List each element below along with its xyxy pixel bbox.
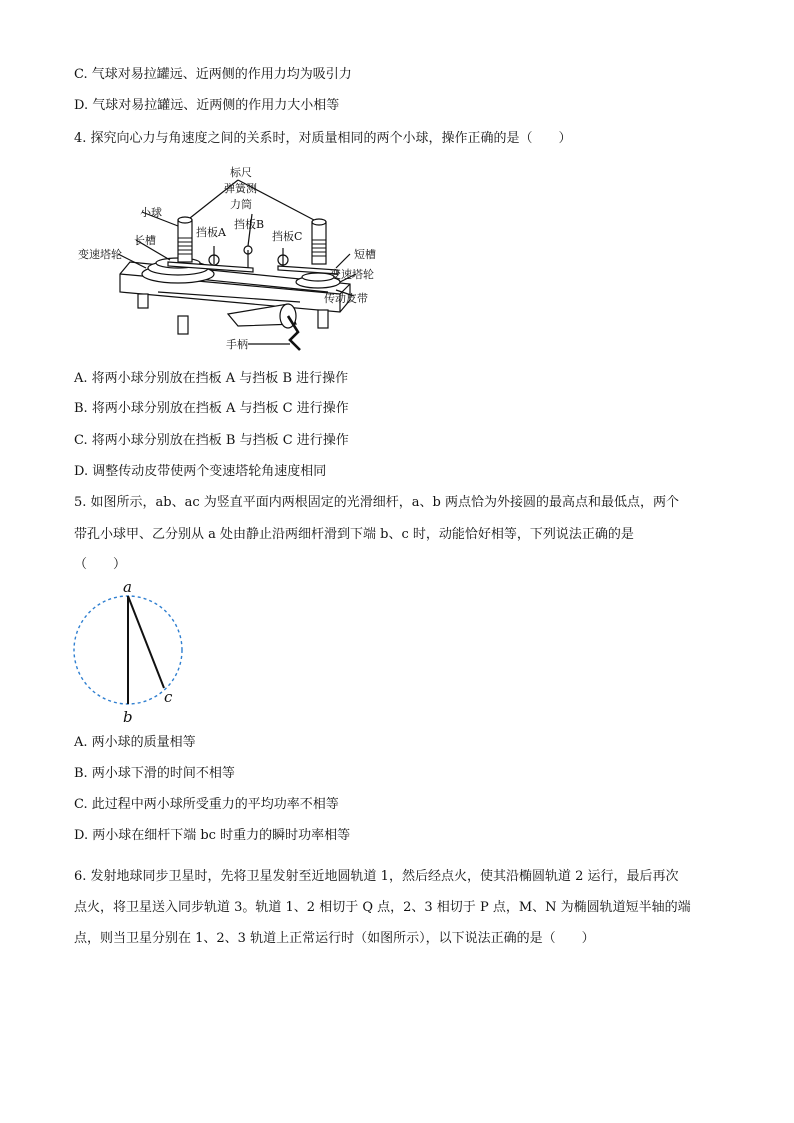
q3-option-d: D. 气球对易拉罐远、近两侧的作用力大小相等	[74, 98, 340, 113]
label-point-c: c	[164, 688, 173, 706]
label-handle: 手柄	[226, 338, 248, 351]
label-baffle-c: 挡板C	[272, 230, 303, 243]
circle-rods-diagram	[68, 576, 192, 726]
q5-stem-line-3: （ ）	[74, 557, 127, 572]
q3-option-c: C. 气球对易拉罐远、近两侧的作用力均为吸引力	[74, 67, 352, 82]
label-spring-1: 弹簧测	[224, 182, 257, 195]
centripetal-apparatus-figure	[78, 164, 378, 356]
label-ball: 小球	[140, 206, 162, 219]
label-pulley-right: 变速塔轮	[330, 268, 374, 281]
circle-rods-figure	[68, 576, 192, 726]
q4-option-a: A. 将两小球分别放在挡板 A 与挡板 B 进行操作	[74, 371, 349, 386]
label-point-b: b	[123, 708, 133, 726]
label-belt: 传动皮带	[324, 292, 368, 305]
q4-stem: 4. 探究向心力与角速度之间的关系时，对质量相同的两个小球，操作正确的是（ ）	[74, 131, 572, 146]
q5-option-a: A. 两小球的质量相等	[74, 735, 196, 750]
label-pulley-left: 变速塔轮	[78, 248, 122, 261]
q6-stem-line-3: 点，则当卫星分别在 1、2、3 轨道上正常运行时（如图所示），以下说法正确的是（ ）	[74, 931, 595, 946]
q5-stem-line-2: 带孔小球甲、乙分别从 a 处由静止沿两细杆滑到下端 b、c 时，动能恰好相等，下列说法正确的是	[74, 527, 634, 542]
label-baffle-a: 挡板A	[196, 226, 226, 239]
q6-stem-line-1: 6. 发射地球同步卫星时，先将卫星发射至近地圆轨道 1，然后经点火，使其沿椭圆轨道 2 运行，最后再次	[74, 869, 679, 884]
label-baffle-b: 挡板B	[234, 218, 265, 231]
q5-option-d: D. 两小球在细杆下端 bc 时重力的瞬时功率相等	[74, 828, 351, 843]
q5-option-b: B. 两小球下滑的时间不相等	[74, 766, 235, 781]
label-ruler: 标尺	[230, 166, 252, 179]
q5-stem-line-1: 5. 如图所示，ab、ac 为竖直平面内两根固定的光滑细杆，a、b 两点恰为外接圆的最高点和最低点，两个	[74, 495, 679, 510]
label-spring-2: 力筒	[230, 198, 252, 211]
label-short-slot: 短槽	[354, 248, 376, 261]
q4-option-d: D. 调整传动皮带使两个变速塔轮角速度相同	[74, 464, 327, 479]
q4-option-c: C. 将两小球分别放在挡板 B 与挡板 C 进行操作	[74, 433, 349, 448]
q6-stem-line-2: 点火，将卫星送入同步轨道 3。轨道 1、2 相切于 Q 点，2、3 相切于 P 点，M、N 为椭圆轨道短半轴的端	[74, 900, 691, 915]
apparatus-diagram	[78, 164, 378, 356]
q4-option-b: B. 将两小球分别放在挡板 A 与挡板 C 进行操作	[74, 401, 349, 416]
q5-option-c: C. 此过程中两小球所受重力的平均功率不相等	[74, 797, 339, 812]
label-point-a: a	[123, 578, 132, 596]
label-long-slot: 长槽	[134, 234, 156, 247]
